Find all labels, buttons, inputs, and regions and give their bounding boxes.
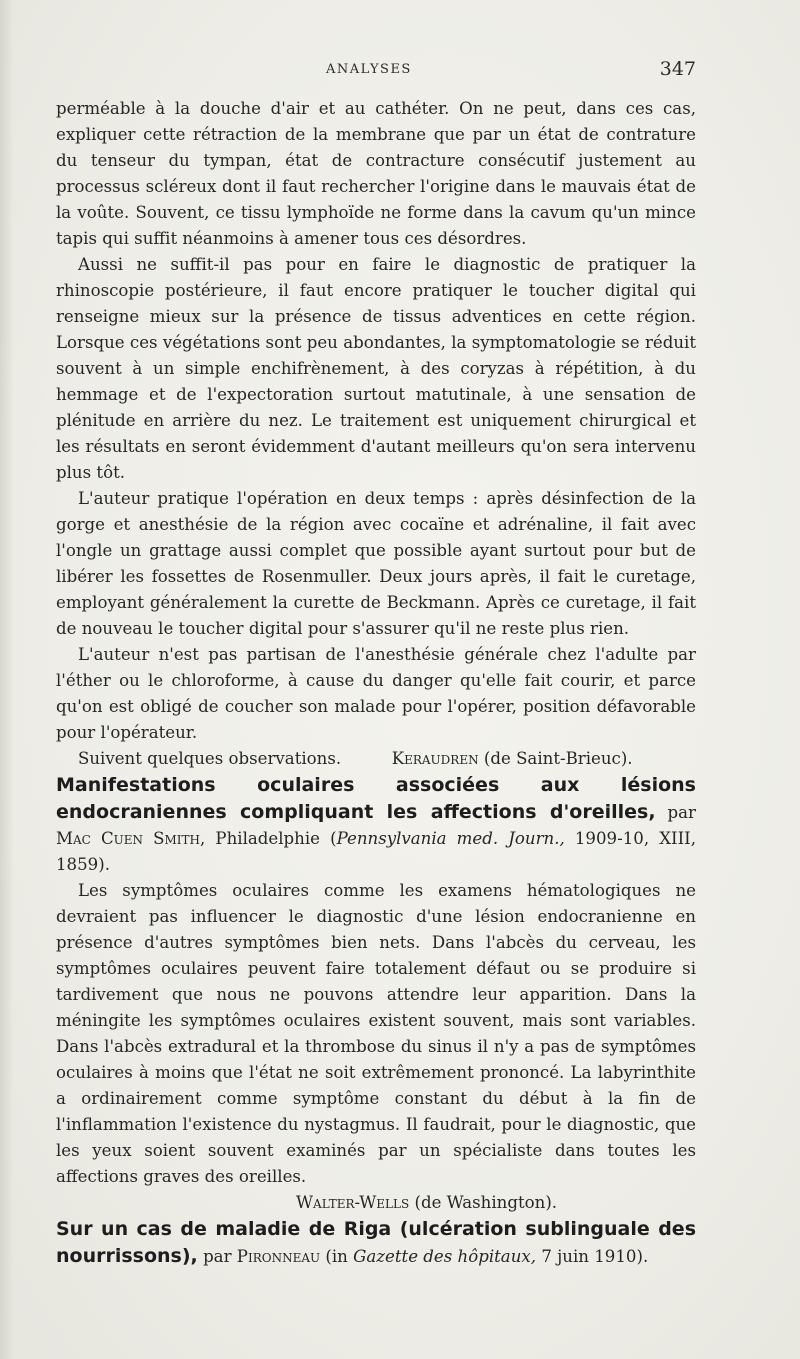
article-journal: Pennsylvania med. Journ., xyxy=(336,829,565,848)
reviewer-name: Keraudren xyxy=(391,749,479,768)
reviewer-name: Walter-Wells xyxy=(296,1193,410,1212)
signature-walter-wells xyxy=(56,1190,696,1216)
article-in: (in xyxy=(325,1247,348,1266)
article-author: Mac Cuen Smith, xyxy=(56,829,206,848)
paragraph-diagnostic: Aussi ne suffit-il pas pour en faire le diagnostic de pratiquer la rhinoscopie postérieure, il faut encore pratiquer le toucher digital qui renseigne mieux sur la présence de tissus adventices en cette région. Lorsque ces végétations sont peu abondantes, la symptomatologie se réduit souvent à un simple enchifrènement, à des coryzas à répétition, à du hemmage et de l'expectoration surtout matutinale, à une sensation de plénitude en arrière du nez. Le traitement est uniquement chirurgical et les résultats en seront évidemment d'autant meilleurs qu'on sera intervenu plus tôt. xyxy=(56,255,696,482)
article-heading-oculaires xyxy=(56,772,696,878)
article-city: Philadelphie ( xyxy=(215,829,337,848)
article-by: par xyxy=(667,803,696,822)
page-header xyxy=(56,58,696,84)
paragraph-observations xyxy=(56,746,696,772)
reviewer-place: (de Washington). xyxy=(414,1193,558,1212)
page-edge-shadow xyxy=(0,0,14,1359)
article-journal: Gazette des hôpitaux, xyxy=(353,1247,537,1266)
article-date: 7 juin 1910). xyxy=(541,1247,649,1266)
page-number: 347 xyxy=(659,58,696,80)
paragraph-anesthesia: L'auteur n'est pas partisan de l'anesthésie générale chez l'adulte par l'éther ou le chloroforme, à cause du danger qu'elle fait courir, et parce qu'on est obligé de coucher son malade pour l'opérer, position défavorable pour l'opérateur. xyxy=(56,645,696,742)
article-by: par xyxy=(203,1247,232,1266)
article-reference: 1909-10, XIII, 1859). xyxy=(56,829,696,874)
paragraph-continued: perméable à la douche d'air et au cathéter. On ne peut, dans ces cas, expliquer cette rétraction de la membrane que par un état de contrature du tenseur du tympan, état de contracture consécutif justement au processus scléreux dont il faut rechercher l'origine dans le mauvais état de la voûte. Souvent, ce tissu lymphoïde ne forme dans la cavum qu'un mince tapis qui suffit néanmoins à amener tous ces désordres. xyxy=(56,99,696,248)
article-title: Manifestations oculaires associées aux lésions endocraniennes compliquant les affections d'oreilles, xyxy=(56,774,696,823)
reviewer-place: (de Saint-Brieuc). xyxy=(483,749,633,768)
observations-text: Suivent quelques observations. xyxy=(78,749,342,768)
article-title: Sur un cas de maladie de Riga (ulcération sublinguale des nourrissons), xyxy=(56,1218,696,1267)
paragraph-ocular-symptoms: Les symptômes oculaires comme les examens hématologiques ne devraient pas influencer le diagnostic d'une lésion endocranienne en présence d'autres symptômes bien nets. Dans l'abcès du cerveau, les symptômes oculaires peuvent faire totalement défaut ou se produire si tardivement que nous ne pouvons attendre leur apparition. Dans la méningite les symptômes oculaires existent souvent, mais sont variables. Dans l'abcès extradural et la thrombose du sinus il n'y a pas de symptômes oculaires à moins que l'état ne soit extrêmement prononcé. La labyrinthite a ordinairement comme symptôme constant du début à la fin de l'inflammation l'existence du nystagmus. Il faudrait, pour le diagnostic, que les yeux soient souvent examinés par un spécialiste dans toutes les affections graves des oreilles. xyxy=(56,881,696,1186)
article-author: Pironneau xyxy=(236,1247,321,1266)
page-body xyxy=(56,96,696,1270)
paragraph-operation: L'auteur pratique l'opération en deux temps : après désinfection de la gorge et anesthésie de la région avec cocaïne et adrénaline, il fait avec l'ongle un grattage aussi complet que possible ayant surtout pour but de libérer les fossettes de Rosenmuller. Deux jours après, il fait le curetage, employant généralement la curette de Beckmann. Après ce curetage, il fait de nouveau le toucher digital pour s'assurer qu'il ne reste plus rien. xyxy=(56,489,696,638)
article-heading-riga xyxy=(56,1216,696,1270)
running-head: ANALYSES xyxy=(326,62,412,77)
